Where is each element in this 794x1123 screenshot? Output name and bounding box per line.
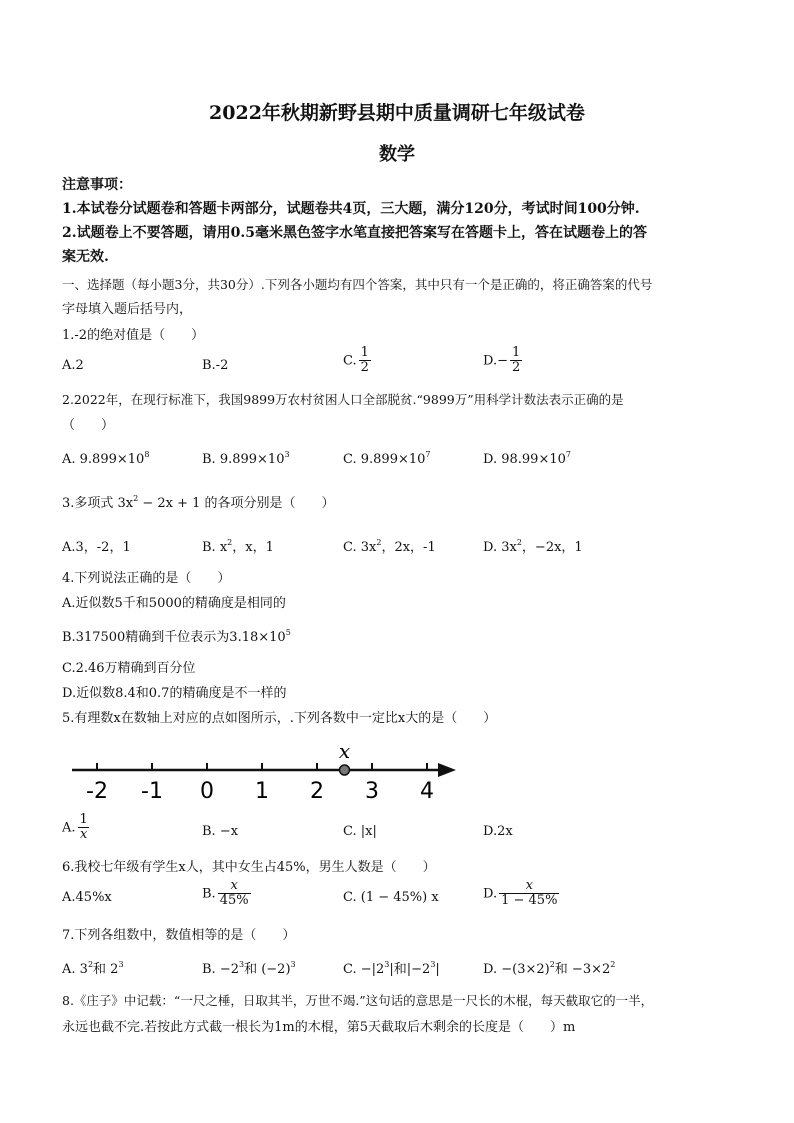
q1-option-c-fraction <box>359 346 371 376</box>
exponent: 2 <box>376 538 382 547</box>
q5-option-a-fraction <box>78 813 90 843</box>
point-x-marker <box>340 765 350 775</box>
exponent: 3 <box>118 960 124 969</box>
q7-option-c <box>343 958 440 977</box>
q4-option-c: C.2.46万精确到百分位 <box>62 661 196 676</box>
q7-c-text-3: | <box>435 962 440 977</box>
q7-option-d <box>483 958 615 977</box>
fraction-denominator: 45% <box>219 893 249 909</box>
q6-option-d-label: D. <box>483 886 498 902</box>
exponent: 2 <box>610 960 616 969</box>
q1-option-a: A.2 <box>62 358 84 373</box>
q3-option-d <box>483 536 583 555</box>
q3-option-d-text-end: ，−2x，1 <box>521 540 583 555</box>
q3-option-b-text: B. x <box>202 540 228 555</box>
q3-option-a: A.3，-2，1 <box>62 540 131 555</box>
exponent: 2 <box>227 538 233 547</box>
q1-option-d <box>483 346 522 376</box>
q3-option-c-text-end: ，2x，-1 <box>381 540 436 555</box>
q6-option-a: A.45%x <box>62 890 112 905</box>
q7-option-a <box>62 958 124 977</box>
exponent: 7 <box>565 450 571 459</box>
q1-option-d-fraction <box>510 346 522 376</box>
q6-option-b <box>202 879 251 909</box>
q7-a-text-2: 和 2 <box>93 962 119 977</box>
notes-line-2b: 案无效. <box>62 249 109 265</box>
q1-option-d-label: D.− <box>483 353 508 369</box>
q2-option-a <box>62 452 149 467</box>
notes-line-2a: 2.试题卷上不要答题，请用0.5毫米黑色签字水笔直接把答案写在答题卡上，答在试题卷上的答 <box>62 225 647 241</box>
q2-option-b <box>202 452 290 467</box>
q2-option-b-text: B. 9.899×10 <box>202 452 285 467</box>
q3-option-b <box>202 536 274 555</box>
section1-intro: 一、选择题（每小题3分，共30分）.下列各小题均有四个答案，其中只有一个是正确的，将正确答案的代号 <box>62 277 653 292</box>
q6-option-d-fraction <box>499 879 559 909</box>
q5-option-d: D.2x <box>483 824 513 839</box>
q3-option-c-text: C. 3x <box>343 540 377 555</box>
fraction-denominator: 2 <box>511 360 521 376</box>
number-line-tick-label: 4 <box>420 779 434 804</box>
number-line-figure <box>72 738 472 808</box>
number-line-tick-label: -2 <box>86 779 108 804</box>
fraction-numerator: 1 <box>511 345 521 360</box>
number-line-labels <box>86 779 434 804</box>
q3-option-d-text: D. 3x <box>483 540 517 555</box>
exponent: 3 <box>284 450 290 459</box>
q2-option-d <box>483 452 571 467</box>
exponent: 3 <box>384 960 390 969</box>
exponent: 3 <box>238 960 245 969</box>
fraction-numerator: 1 <box>360 345 369 360</box>
q7-a-text-1: A. 3 <box>62 962 88 977</box>
q3-stem-text: 3.多项式 3x <box>62 496 134 511</box>
q5-stem: 5.有理数x在数轴上对应的点如图所示，.下列各数中一定比x大的是（ ） <box>62 711 497 726</box>
q4-option-b-text: B.317500精确到千位表示为3.18×10 <box>62 630 286 645</box>
exponent: 7 <box>425 450 431 459</box>
q4-stem: 4.下列说法正确的是（ ） <box>62 571 231 586</box>
notes-heading: 注意事项： <box>62 177 132 193</box>
number-line-axis <box>72 763 456 777</box>
q7-stem: 7.下列各组数中，数值相等的是（ ） <box>62 928 296 943</box>
q6-option-b-label: B. <box>202 886 216 902</box>
q2-option-c <box>343 452 431 467</box>
q7-b-text-1: B. −2 <box>202 962 239 977</box>
exponent: 3 <box>430 960 436 969</box>
notes-line-1: 1.本试卷分试题卷和答题卡两部分，试题卷共4页，三大题，满分120分，考试时间100分钟. <box>62 201 640 217</box>
fraction-denominator: 2 <box>360 360 369 376</box>
q7-d-text-2: 和 −3×2 <box>554 962 611 977</box>
exponent: 2 <box>133 494 139 503</box>
number-line-tick-label: 0 <box>200 779 214 804</box>
fraction-numerator: x <box>525 878 533 893</box>
q3-option-b-text-end: ，x，1 <box>232 540 274 555</box>
q4-option-d: D.近似数8.4和0.7的精确度是不一样的 <box>62 686 287 701</box>
q2-option-c-text: C. 9.899×10 <box>343 452 426 467</box>
q4-option-a: A.近似数5千和5000的精确度是相同的 <box>62 596 286 611</box>
q7-d-text-1: D. −(3×2) <box>483 962 550 977</box>
page-title: 2022年秋期新野县期中质量调研七年级试卷 <box>209 102 585 124</box>
q7-c-text-1: C. −|2 <box>343 962 385 977</box>
q1-stem: 1.-2的绝对值是（ ） <box>62 328 205 343</box>
q2-option-d-text: D. 98.99×10 <box>483 452 566 467</box>
q7-option-b <box>202 958 296 977</box>
q5-option-a-label: A. <box>62 820 76 836</box>
exponent: 8 <box>144 450 150 459</box>
q6-option-d <box>483 879 559 909</box>
fraction-numerator: 1 <box>79 812 88 827</box>
fraction-denominator: x <box>80 827 88 843</box>
q3-stem <box>62 492 335 511</box>
q6-option-c: C. (1 − 45%) x <box>343 890 439 905</box>
number-line-tick-label: 2 <box>310 779 324 804</box>
exponent: 2 <box>549 960 555 969</box>
exponent: 2 <box>516 538 522 547</box>
q6-option-b-fraction <box>218 879 251 909</box>
q5-option-b: B. −x <box>202 824 239 839</box>
q1-option-c-label: C. <box>343 353 357 369</box>
q8-stem-line-1: 8.《庄子》中记载：“一尺之棰，日取其半，万世不竭.”这句话的意思是一尺长的木棍，每天截取它的一半， <box>62 993 654 1008</box>
q4-option-b <box>62 626 291 645</box>
q7-b-text-2: 和 (−2) <box>244 962 291 977</box>
fraction-numerator: x <box>230 878 238 893</box>
exponent: 2 <box>87 960 94 969</box>
q3-stem-text-end: − 2x + 1 的各项分别是（ ） <box>138 496 335 511</box>
q6-stem: 6.我校七年级有学生x人，其中女生占45%，男生人数是（ ） <box>62 860 436 875</box>
q5-option-a <box>62 813 90 843</box>
arrow-head-icon <box>438 763 456 777</box>
q5-option-c: C. |x| <box>343 824 377 839</box>
number-line-tick-label: 1 <box>255 779 269 804</box>
q7-c-text-2: |和|−2 <box>389 962 431 977</box>
point-x-label: x <box>338 739 351 763</box>
q8-stem-line-2: 永远也截不完.若按此方式截一根长为1m的木棍，第5天截取后木剩余的长度是（ ）m <box>62 1020 576 1035</box>
subject-heading: 数学 <box>379 144 415 165</box>
number-line-tick-label: 3 <box>365 779 379 804</box>
section1-intro-cont: 字母填入题后括号内， <box>62 302 193 317</box>
q2-option-a-text: A. 9.899×10 <box>62 452 145 467</box>
q1-option-b: B.-2 <box>202 358 229 373</box>
exponent: 5 <box>285 628 291 637</box>
q3-option-c <box>343 536 436 555</box>
number-line-tick-label: -1 <box>141 779 163 804</box>
fraction-denominator: 1 − 45% <box>501 893 558 909</box>
q2-stem: 2.2022年，在现行标准下，我国9899万农村贫困人口全部脱贫.“9899万”用科学计数法表示正确的是 <box>62 392 624 407</box>
q2-stem-bracket: （ ） <box>62 418 115 433</box>
exponent: 3 <box>290 960 296 969</box>
q1-option-c <box>343 346 371 376</box>
